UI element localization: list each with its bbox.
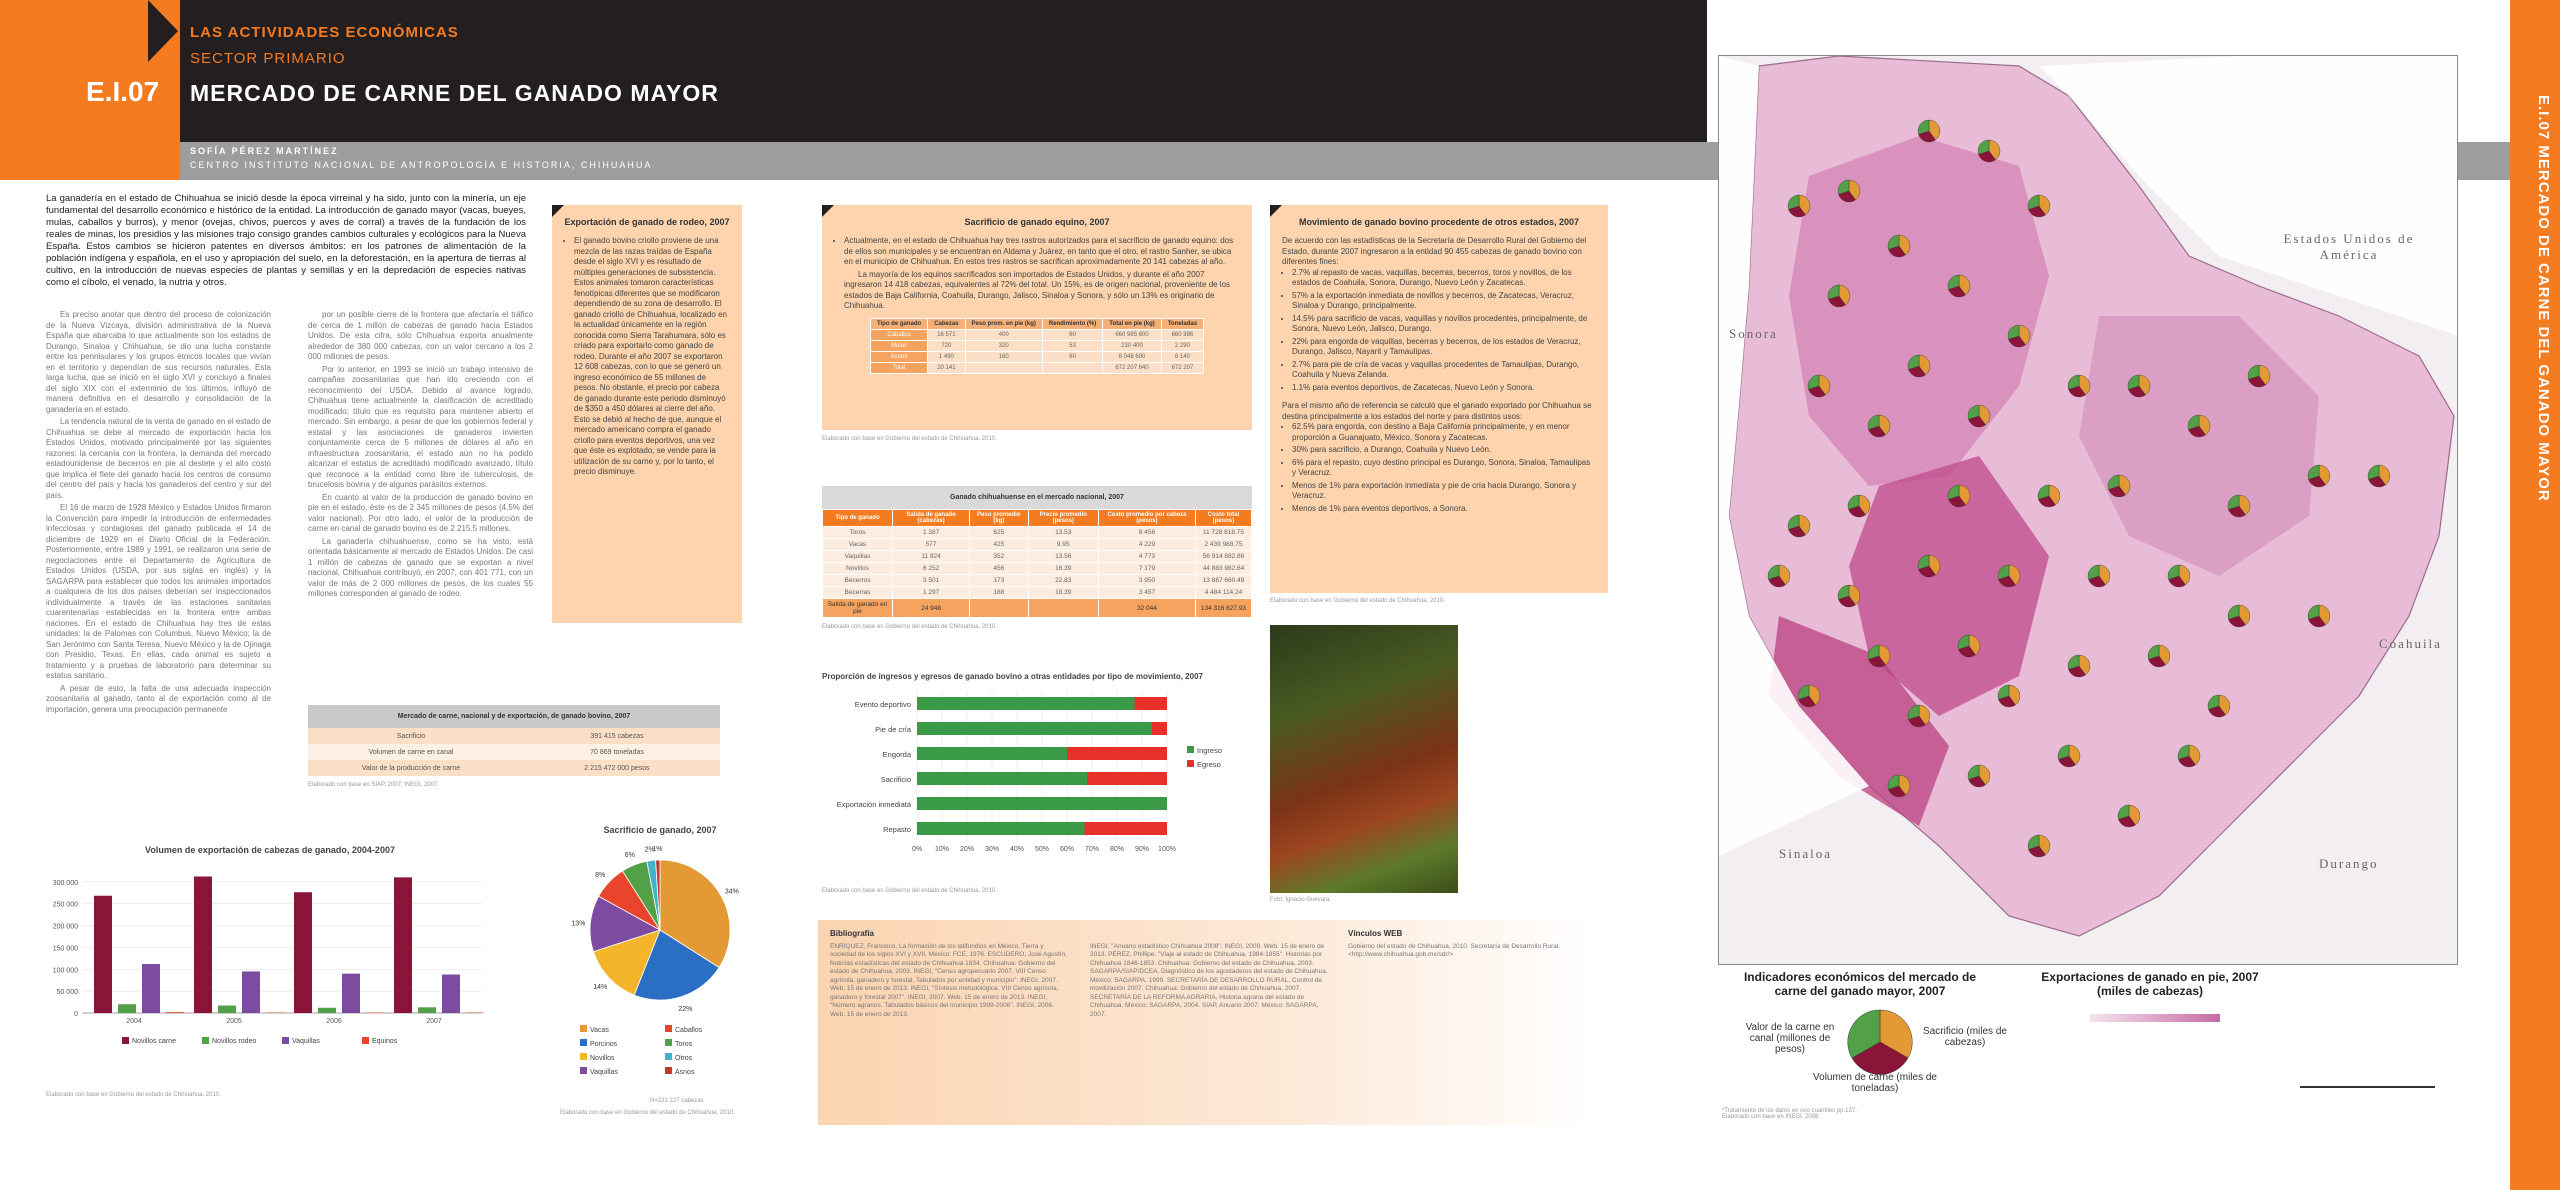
x-tick-label: 2007 [426, 1018, 442, 1025]
legend-swatch [1187, 746, 1194, 753]
pie-chart [560, 825, 760, 1110]
td: 7 179 [1098, 563, 1195, 575]
y-tick-label: 300 000 [52, 879, 78, 887]
x-tick-label: 80% [1109, 846, 1125, 853]
th: Salida de ganado (cabezas) [893, 510, 970, 527]
x-tick-label: 70% [1084, 846, 1100, 853]
legend-label: Toros [675, 1041, 693, 1048]
td: 625 [970, 527, 1028, 539]
td: 230 400 [1103, 340, 1162, 351]
th: Cabezas [928, 318, 965, 329]
bar-segment [917, 797, 1167, 810]
biblio-col-1: ENRÍQUEZ, Francisco, La formación de los latifundios en México. Tierra y sociedad de los siglos XVI y XVII, México: FCE, 1976. ESCUDERO, José Agustín, Noticias estadísticas del estado de Chihuahua 1834. Chihuahua: Gobierno del estado de Chihuahua, 2003. INEGI, "Censo agropecuario 2007. VIII Censo agrícola, ganadero y forestal. Tabulados por entidad y municipio". INEGI, 2007. Web. 15 de enero de 2013. INEGI, "Síntesis metodológica. VIII Censo agrícola, ganadero y forestal 2007". INEGI, 2007. Web. 15 de enero de 2013. INEGI, "Número agrarios. Tabulados básicos del municipio 1999-2006". INEGI, 2006. Web. 15 de enero de 2013. [830, 942, 1067, 1018]
td: 60 [1042, 351, 1102, 362]
bar [342, 974, 360, 1013]
td: 60 [1042, 329, 1102, 340]
th: Costo promedio por cabeza (pesos) [1098, 510, 1195, 527]
td: Asnos [870, 351, 927, 362]
bar [242, 971, 260, 1013]
list-item: • 6% para el repasto, cuyo destino principal es Durango, Sonora, Sinaloa, Tamaulipas y Veracruz. [1292, 458, 1596, 479]
cell: Sacrificio [396, 732, 426, 740]
bar-segment [917, 772, 1087, 785]
bar-segment [917, 722, 1152, 735]
legend-label: Vaquillas [590, 1069, 618, 1076]
td [1042, 362, 1102, 373]
ganado-table-source: Elaborado con base en Gobierno del estado de Chihuahua, 2010. [822, 624, 997, 630]
cell: 2 215 472 000 pesos [584, 764, 650, 772]
bar [418, 1007, 436, 1013]
pie-chart-source: Elaborado con base en Gobierno del estado de Chihuahua, 2010. [560, 1110, 735, 1116]
list-item: • 62.5% para engorda, con destino a Baja California principalmente, y en menor proporción a Guanajuato, México, Sonora y Zacatecas. [1292, 422, 1596, 443]
td: 160 [965, 351, 1042, 362]
equino-source: Elaborado con base en Gobierno del estado de Chihuahua, 2010. [822, 436, 997, 442]
legend-swatch [665, 1067, 672, 1074]
td: 9.95 [1028, 539, 1098, 551]
hbar-chart-source: Elaborado con base en Gobierno del estado de Chihuahua, 2010. [822, 888, 997, 894]
text-column-2 [308, 310, 533, 602]
box-mov-p2: Para el mismo año de referencia se calculó que el ganado exportado por Chihuahua se destina principalmente a los estados del norte y para distintos usos: [1282, 401, 1592, 421]
td: Total [870, 362, 927, 373]
table-row [823, 551, 1252, 563]
map-note-2: Elaborado con base en INEGI, 2008. [1722, 1114, 1821, 1120]
legend-color-scale [2090, 1014, 2220, 1022]
hbar-chart [822, 672, 1252, 872]
td: 188 [970, 587, 1028, 599]
legend-swatch [665, 1053, 672, 1060]
list-item: • 14.5% para sacrificio de vacas, vaquillas y novillos procedentes, principalmente, de Sonora, Nuevo León, Jalisco, Durango. [1292, 314, 1596, 335]
page-title: MERCADO DE CARNE DEL GANADO MAYOR [190, 80, 719, 106]
y-tick-label: 150 000 [52, 945, 78, 953]
paragraph: Es preciso anotar que dentro del proceso de colonización de la Nueva Vizcaya, división administrativa de la Nueva España que abarcaba lo que actualmente son los estados de Durango, Sinaloa y Chihuahua, se dio una lucha constante entre los pennisulares y los grupos étnicos locales que vivían en el territorio y dependían de sus recursos naturales. Esta larga lucha, que se inició en el siglo XVI y concluyó a finales del siglo XIX con el exterminio de los últimos, influyó de manera definitiva en el desarrollo y consolidación de la ganadería en el estado. [46, 310, 271, 414]
td: 425 [970, 539, 1028, 551]
paragraph: La tendencia natural de la venta de ganado en el estado de Chihuahua se debe al mercado de exportación hacia los Estados Unidos, motivado principalmente por las siguientes razones: la cercanía con la frontera, la demanda del mercado estadounidense de becerros en pie al destete y el alto costo que implica el flete del ganado hacia los centros de consumo del centro del país y hacia los ganaderos del centro y sur del país. [46, 417, 271, 500]
x-tick-label: 2004 [126, 1018, 142, 1025]
bar [218, 1006, 236, 1013]
cell: 70 869 toneladas [590, 748, 644, 756]
table-row [823, 575, 1252, 587]
th: Costo total (pesos) [1195, 510, 1251, 527]
td: 660 986 [1161, 329, 1203, 340]
td: 672 207 640 [1103, 362, 1162, 373]
td: 32 044 [1098, 599, 1195, 618]
legend-swatch [202, 1037, 209, 1044]
label-coahuila: Coahuila [2379, 636, 2442, 651]
td: Becerros [823, 575, 893, 587]
label-usa: Estados Unidos de América [2283, 231, 2415, 262]
td: 456 [970, 563, 1028, 575]
ganado-table-caption: Ganado chihuahuense en el mercado nacional, 2007 [822, 486, 1252, 509]
x-tick-label: 50% [1034, 846, 1050, 853]
td: 24 948 [893, 599, 970, 618]
pie-total: N=221 227 cabezas [650, 1098, 704, 1104]
td: Becerras [823, 587, 893, 599]
box-equino-bullet: La mayoría de los equinos sacrificados son importados de Estados Unidos, y durante el año 2007 ingresaron 14 418 cabezas, equivalentes al 72% del total. Un 15%, es de origen nacional, proveniente de los estados de Baja California, Coahuila, Durango, Jalisco, Sinaloa y Sonora, y sólo un 13% es originario de Chihuahua. [844, 269, 1231, 310]
td: Salida de ganado en pie [823, 599, 893, 618]
bar [94, 896, 112, 1013]
td: 44 883 982.64 [1195, 563, 1251, 575]
table-total-row [823, 599, 1252, 618]
table-row [870, 362, 1203, 373]
td: Mulas [870, 340, 927, 351]
legend-swatch [282, 1037, 289, 1044]
td: 352 [970, 551, 1028, 563]
td: Vaquillas [823, 551, 893, 563]
legend-label: Asnos [675, 1069, 695, 1076]
legend-swatch [1187, 760, 1194, 767]
td: 660 985 600 [1103, 329, 1162, 340]
table-row [823, 527, 1252, 539]
paragraph: La ganadería chihuahuense, como se ha visto, está orientada básicamente al mercado de Estados Unidos. De casi 1 millón de cabezas de ganado que se exportan a nivel nacional, Chihuahua contribuyó, en 2007, con 401 771, con un valor de más de 2 000 millones de pesos, de los cuales 55 millones corresponden al ganado de rodeo. [308, 536, 533, 598]
pie-value-label: 34% [724, 888, 739, 896]
table-row [823, 539, 1252, 551]
legend-label: Novillos rodeo [212, 1038, 257, 1045]
bar [318, 1008, 336, 1013]
th: Total en pie (kg) [1103, 318, 1162, 329]
market-table-source: Elaborado con base en SIAP, 2007; INEGI, 2007. [308, 782, 439, 788]
pie-value-label: 2% [644, 846, 655, 854]
legend-swatch [580, 1067, 587, 1074]
corner-icon [822, 205, 834, 217]
y-category-label: Repasto [883, 825, 911, 834]
bar-segment [1152, 722, 1167, 735]
x-tick-label: 90% [1134, 846, 1150, 853]
mov-source: Elaborado con base en Gobierno del estado de Chihuahua, 2010. [1270, 598, 1445, 604]
pie-value-label: 1% [652, 846, 663, 854]
x-tick-label: 30% [984, 846, 1000, 853]
box-mov-p1: De acuerdo con las estadísticas de la Secretaría de Desarrollo Rural del Gobierno del Estado, durante 2007 ingresaron a la entidad 90 455 cabezas de ganado bovino con diferentes fines: [1282, 236, 1587, 266]
links-title: Vínculos WEB [1348, 929, 1403, 938]
td: 4 484 114.24 [1195, 587, 1251, 599]
bar [118, 1004, 136, 1013]
biblio-title: Bibliografía [830, 929, 875, 938]
y-category-label: Sacrificio [880, 775, 911, 784]
legend-swatch [665, 1039, 672, 1046]
header-section: SECTOR PRIMARIO [190, 50, 346, 67]
list-item: • 1.1% para eventos deportivos, de Zacatecas, Nuevo León y Sonora. [1292, 383, 1596, 394]
institution: CENTRO INSTITUTO NACIONAL DE ANTROPOLOGÍA E HISTORIA, CHIHUAHUA [190, 160, 653, 170]
th: Precio promedio (pesos) [1028, 510, 1098, 527]
bar [394, 877, 412, 1013]
y-tick-label: 100 000 [52, 967, 78, 975]
x-tick-label: 2005 [226, 1018, 242, 1025]
market-table [308, 705, 720, 788]
legend-label: Caballos [675, 1027, 703, 1034]
cattle-photo [1270, 625, 1458, 893]
x-tick-label: 0% [911, 846, 923, 853]
list-item: • 30% para sacrificio, a Durango, Coahuila y Nuevo León. [1292, 445, 1596, 456]
bar [142, 964, 160, 1013]
y-category-label: Engorda [882, 750, 911, 759]
td: 672 207 [1161, 362, 1203, 373]
ganado-table-body [823, 527, 1252, 618]
table-row [823, 587, 1252, 599]
paragraph: Por lo anterior, en 1993 se inició un trabajo intensivo de campañas zoosanitarias que han ido creciendo con el reconocimiento del USDA. Debido al avance logrado, Chihuahua tiene actualmente la clasificación de acreditado modificado; título que es requisito para mantener abierto el mercado. Sin embargo, a pesar de que los gobiernos federal y estatal y las asociaciones de ganaderos invierten conjuntamente cerca de 5 millones de dólares al año en infraestructura zoosanitaria, el estado aún no ha podido alcanzar el estatus de acreditado modificado avanzado, título que reconoce a la entidad como libre de tuberculosis, de brucelosis bovina y de algunos parásitos externos. [308, 364, 533, 489]
pie-value-label: 13% [571, 920, 586, 928]
box-rodeo-title: Exportación de ganado de rodeo, 2007 [564, 217, 730, 227]
bar [442, 975, 460, 1014]
td: 400 [965, 329, 1042, 340]
td: 1 297 [893, 587, 970, 599]
td: 20 141 [928, 362, 965, 373]
td [1028, 599, 1098, 618]
paragraph: por un posible cierre de la frontera que afectaría el tráfico de cerca de 1 millón de cabezas de ganado hacia Estados Unidos. De esta cifra, sólo Chihuahua exporta anualmente alrededor de 380 000 cabezas, con un valor cercano a los 2 000 millones de pesos. [308, 310, 533, 361]
list-item: • 2.7% al repasto de vacas, vaquillas, becerras, becerros, toros y novillos, de los estados de Coahuila, Sonora, Durango, Nuevo León y Zacatecas. [1292, 268, 1596, 289]
table-row [870, 329, 1203, 340]
td [965, 362, 1042, 373]
th: Rendimiento (%) [1042, 318, 1102, 329]
bar-segment [917, 822, 1085, 835]
legend-sacrificio: Sacrificio (miles de cabezas) [1923, 1026, 2007, 1048]
legend-label: Vacas [590, 1027, 609, 1034]
y-category-label: Pie de cría [875, 725, 911, 734]
box-equino [822, 205, 1252, 430]
scale-bar [2300, 1086, 2435, 1088]
bibliography [818, 920, 1593, 1125]
y-tick-label: 0 [74, 1011, 78, 1018]
bar-segment [1135, 697, 1168, 710]
legend-label: Novillos carne [132, 1038, 176, 1045]
table-row [870, 340, 1203, 351]
x-tick-label: 10% [934, 846, 950, 853]
list-item: • 22% para engorda de vaquillas, becerras y becerros, de los estados de Veracruz, Durango, Jalisco, Nayarit y Tamaulipas. [1292, 337, 1596, 358]
author: SOFÍA PÉREZ MARTÍNEZ [190, 146, 339, 156]
td: Vacas [823, 539, 893, 551]
corner-icon [552, 205, 564, 217]
td: 16 571 [928, 329, 965, 340]
td: 11 728 818.75 [1195, 527, 1251, 539]
text-column-1 [46, 310, 271, 717]
list-item: • 2.7% para pie de cría de vacas y vaquillas procedentes de Tamaulipas, Durango, Coahuila y Nueva Zelanda. [1292, 360, 1596, 381]
td: 134 316 627.93 [1195, 599, 1251, 618]
biblio-col-2: INEGI, "Anuario estadístico Chihuahua 2008". INEGI, 2009. Web. 15 de enero de 2013. PÉREZ, Phillipe. "Viaje al estado de Chihuahua, 1984-1855". Historias por Chihuahua 1846-1853. Chihuahua: Gobierno del estado de Chihuahua, 2003. SAGARPA/SIAP/DCEA, Diagnóstico de los agostaderos del estado de Chihuahua. México: SAGARPA, 1999. SECRETARÍA DE DESARROLLO RURAL, Control de movilización 2007. Chihuahua: Gobierno del estado de Chihuahua, 2007. SECRETARÍA DE LA REFORMA AGRARIA, Historia agraria del estado de Chihuahua. México: SAGARPA, 2004. SIAP, Anuario 2007. México: SAGARPA, 2007. [1090, 942, 1328, 1018]
sidebar-title: E.I.07 MERCADO DE CARNE DEL GANADO MAYOR [2535, 95, 2552, 502]
td: 8 456 [1098, 527, 1195, 539]
links-block [1348, 930, 1578, 960]
td: 3 950 [1098, 575, 1195, 587]
label-sonora: Sonora [1729, 326, 1778, 341]
bar-chart-title: Volumen de exportación de cabezas de ganado, 2004-2007 [145, 845, 395, 855]
legend-volumen: Volumen de carne (miles de toneladas) [1813, 1072, 1937, 1094]
bar-segment [1085, 822, 1168, 835]
legend-label: Otros [675, 1055, 693, 1062]
header-code: E.I.07 [86, 76, 160, 107]
box-rodeo [552, 205, 742, 623]
legend-swatch [362, 1037, 369, 1044]
pie-value-label: 6% [624, 851, 635, 859]
x-tick-label: 100% [1158, 846, 1176, 853]
td: 53 [1042, 340, 1102, 351]
td: 56 914 682.88 [1195, 551, 1251, 563]
legend-1-title: Indicadores económicos del mercado de carne del ganado mayor, 2007 [1743, 970, 1977, 998]
pie-chart-svg [560, 835, 760, 1095]
label-sinaloa: Sinaloa [1779, 846, 1832, 861]
td: 320 [965, 340, 1042, 351]
td: Toros [823, 527, 893, 539]
td [970, 599, 1028, 618]
paragraph: En cuanto al valor de la producción de ganado bovino en pie en el estado, éste es de 2 345 millones de pesos (4.5% del valor nacional). Por otro lado, el valor de la producción de carne en canal de ganado bovino es de 2 215.5 millones. [308, 492, 533, 533]
hbar-chart-svg [822, 681, 1252, 871]
td: 16.39 [1028, 563, 1098, 575]
legend-label: Egreso [1197, 760, 1221, 769]
bar-segment [1087, 772, 1167, 785]
ganado-table [822, 486, 1252, 630]
td: 18.39 [1028, 587, 1098, 599]
td: 6 252 [893, 563, 970, 575]
list-item: • Menos de 1% para eventos deportivos, a Sonora. [1292, 504, 1596, 515]
bar-chart-svg [40, 855, 500, 1065]
legend-label: Novillos [590, 1055, 615, 1062]
links-text: Gobierno del estado de Chihuahua, 2010. Secretaría de Desarrollo Rural. <http://www.chihuahua.gob.mx/sdr/> [1348, 942, 1561, 958]
td: 13 867 660.49 [1195, 575, 1251, 587]
header-triangle-icon [148, 0, 178, 62]
y-tick-label: 50 000 [56, 989, 78, 997]
box-equino-bullet: • Actualmente, en el estado de Chihuahua hay tres rastros autorizados para el sacrificio de ganado equino: dos de ellos son municipales y se encuentran en Aldama y Juárez, en tanto que el otro, el rastro Sanher, se ubica en el municipio de Chihuahua. En estos tres rastros se sacrifican aproximadamente 20 141 cabezas al año. [844, 236, 1240, 268]
box-rodeo-text: • El ganado bovino criollo proviene de una mezcla de las razas traídas de España desde el siglo XVI y es resultado de múltiples generaciones de subsistencia. Estos animales tomaron características fenotípicas diferentes que se modificaron dependiendo de su zona de desarrollo. El ganado criollo de Chihuahua, localizado en la actualidad únicamente en la región conocida como Sierra Tarahumara, sólo es criado para exportarlo como ganado de rodeo. Durante el año 2007 se exportaron 12 608 cabezas, con lo que se generó un ingreso económico de 55 millones de pesos. No obstante, el precio por cabeza de ganado durante este periodo disminuyó de $350 a 450 dólares al cierre del año. Esto se debió al hecho de que, aunque el mercado americano compra el ganado criollo para eventos deportivos, una vez que éste es explotado, se vende para la utilización de su carne y, por lo tanto, el precio disminuye. [574, 236, 730, 478]
paragraph: A pesar de esto, la falta de una adecuada inspección zoosanitaria al ganado, tanto al de exportación como al de importación, genera una preocupación permanente [46, 683, 271, 714]
map [1718, 55, 2458, 965]
td: 1 387 [893, 527, 970, 539]
legend-2-title: Exportaciones de ganado en pie, 2007 (miles de cabezas) [2041, 970, 2259, 998]
th: Tipo de ganado [823, 510, 893, 527]
list-item: • 57% a la exportación inmediata de novillos y becerros, de Zacatecas, Veracruz, Sinaloa y Durango, principalmente. [1292, 291, 1596, 312]
table-row [870, 351, 1203, 362]
td: 13.56 [1028, 551, 1098, 563]
legend-label: Equinos [372, 1038, 398, 1045]
cell: Volumen de carne en canal [368, 748, 454, 756]
pie-value-label: 8% [595, 871, 606, 879]
y-category-label: Exportación inmediata [836, 800, 911, 809]
td: 6 048 600 [1103, 351, 1162, 362]
bar-segment [1067, 747, 1167, 760]
map-svg [1719, 56, 2458, 965]
pie-value-label: 14% [593, 984, 608, 992]
td: 3 457 [1098, 587, 1195, 599]
header-black-band [180, 0, 1707, 142]
legend-label: Vaquillas [292, 1038, 320, 1045]
table-row [308, 728, 720, 744]
td: 2 290 [1161, 340, 1203, 351]
x-tick-label: 20% [959, 846, 975, 853]
bar [294, 892, 312, 1013]
td: 6 140 [1161, 351, 1203, 362]
box-equino-title: Sacrificio de ganado equino, 2007 [964, 217, 1110, 227]
legend-valor: Valor de la carne en canal (millones de pesos) [1745, 1022, 1835, 1055]
box-mov-list-2 [1282, 422, 1596, 514]
td: 173 [970, 575, 1028, 587]
td: 577 [893, 539, 970, 551]
bar [194, 877, 212, 1014]
table-row [823, 563, 1252, 575]
y-tick-label: 250 000 [52, 901, 78, 909]
td: Caballos [870, 329, 927, 340]
bar-chart-source: Elaborado con base en Gobierno del estado de Chihuahua, 2010. [46, 1092, 221, 1098]
photo-credit: Foto: Ignacio Guevara. [1270, 897, 1332, 903]
legend-swatch [580, 1025, 587, 1032]
legend-swatch [580, 1053, 587, 1060]
bar-chart [40, 845, 500, 1070]
legend-label: Ingreso [1197, 746, 1223, 755]
pie-value-label: 22% [678, 1005, 693, 1013]
td: 3 501 [893, 575, 970, 587]
pie-chart-title: Sacrificio de ganado, 2007 [603, 825, 717, 835]
box-mov-title: Movimiento de ganado bovino procedente de otros estados, 2007 [1298, 217, 1580, 227]
th: Peso prom. en pie (kg) [965, 318, 1042, 329]
td: 1 490 [928, 351, 965, 362]
market-table-caption: Mercado de carne, nacional y de exportación, de ganado bovino, 2007 [308, 705, 720, 728]
td: 4 229 [1098, 539, 1195, 551]
td: 2 439 988.75 [1195, 539, 1251, 551]
table-row [308, 744, 720, 760]
header-kicker: LAS ACTIVIDADES ECONÓMICAS [190, 24, 459, 41]
equino-table [870, 318, 1204, 374]
legend-swatch [122, 1037, 129, 1044]
bar-segment [917, 697, 1135, 710]
y-tick-label: 200 000 [52, 923, 78, 931]
td: 11 924 [893, 551, 970, 563]
list-item: • Menos de 1% para exportación inmediata y pie de cría hacia Durango, Sonora y Veracruz. [1292, 481, 1596, 502]
x-tick-label: 60% [1059, 846, 1075, 853]
legend-swatch [580, 1039, 587, 1046]
cell: Valor de la producción de carne [361, 764, 461, 772]
td: 720 [928, 340, 965, 351]
paragraph: El 16 de marzo de 1928 México y Estados Unidos firmaron la Convención para impedir la introducción de enfermedades infecciosas y contagiosas del ganado publicada el 14 de diciembre de 1929 en el Diario Oficial de la Federación. Posteriormente, entre 1989 y 1991, se realizaron una serie de negociaciones entre el Departamento de Agricultura de Estados Unidos (USDA, por sus siglas en inglés) y la SAGARPA para establecer que todos los animales importados a cualquiera de los dos países deberían ser inspeccionados individualmente a través de las estaciones sanitarias cuarentenarias establecidas en la frontera entre ambas naciones. En el estado de Chihuahua hay tres de estas unidades: la de Palomas con Columbus, Nuevo México; la de San Jerónimo con Santa Teresa, Nuevo México y la de Ojinaga con Presidio, Texas. En ellas, cada animal es sujeto a tratamiento y a pruebas de laboratorio para determinar su estatus sanitario. [46, 503, 271, 680]
intro-paragraph: La ganadería en el estado de Chihuahua se inició desde la época virreinal y ha sido, junto con la minería, un eje fundamental del desarrollo económico e histórico de la entidad. La introducción de ganado mayor (vacas, bueyes, mulas, caballos y burros), y menor (ovejas, chivos, puercos y aves de corral) a través de la fundación de los reales de minas, los presidios y las misiones trajo consigo grandes cambios culturales y ecológicos para la Nueva España. Estos cambios se hicieron patentes en diversos ámbitos: en los patrones de alimentación de la población indígena y española, en el uso y apropiación del suelo, en la deforestación, en la apertura de tierras al cultivo, en la introducción de nuevas especies de plantas y semillas y en la depredación de especies nativas como el cíbolo, el venado, la nutria y otros. [46, 193, 526, 288]
td: 4 773 [1098, 551, 1195, 563]
map-note-1: *Tratamiento de los datos en ceo cuantiles pp.137. [1722, 1108, 1857, 1114]
x-tick-label: 2006 [326, 1018, 342, 1025]
th: Tipo de ganado [870, 318, 927, 329]
map-notes [1722, 1108, 1857, 1120]
legend-label: Porcinos [590, 1041, 618, 1048]
y-category-label: Evento deportivo [854, 700, 911, 709]
table-row [308, 760, 720, 776]
th: Toneladas [1161, 318, 1203, 329]
cell: 391 415 cabezas [590, 732, 644, 740]
th: Peso promedio (kg) [970, 510, 1028, 527]
label-durango: Durango [2319, 856, 2379, 871]
td: 13.53 [1028, 527, 1098, 539]
bar-segment [917, 747, 1067, 760]
corner-icon [1270, 205, 1282, 217]
market-table-body [308, 728, 720, 776]
bar [166, 1012, 184, 1013]
x-tick-label: 40% [1009, 846, 1025, 853]
hbar-chart-title: Proporción de ingresos y egresos de ganado bovino a otras entidades por tipo de movimiento, 2007 [822, 672, 1203, 681]
box-mov-list-1 [1282, 268, 1596, 394]
box-movimiento [1270, 205, 1608, 593]
legend-swatch [665, 1025, 672, 1032]
td: Novillos [823, 563, 893, 575]
td: 22.83 [1028, 575, 1098, 587]
